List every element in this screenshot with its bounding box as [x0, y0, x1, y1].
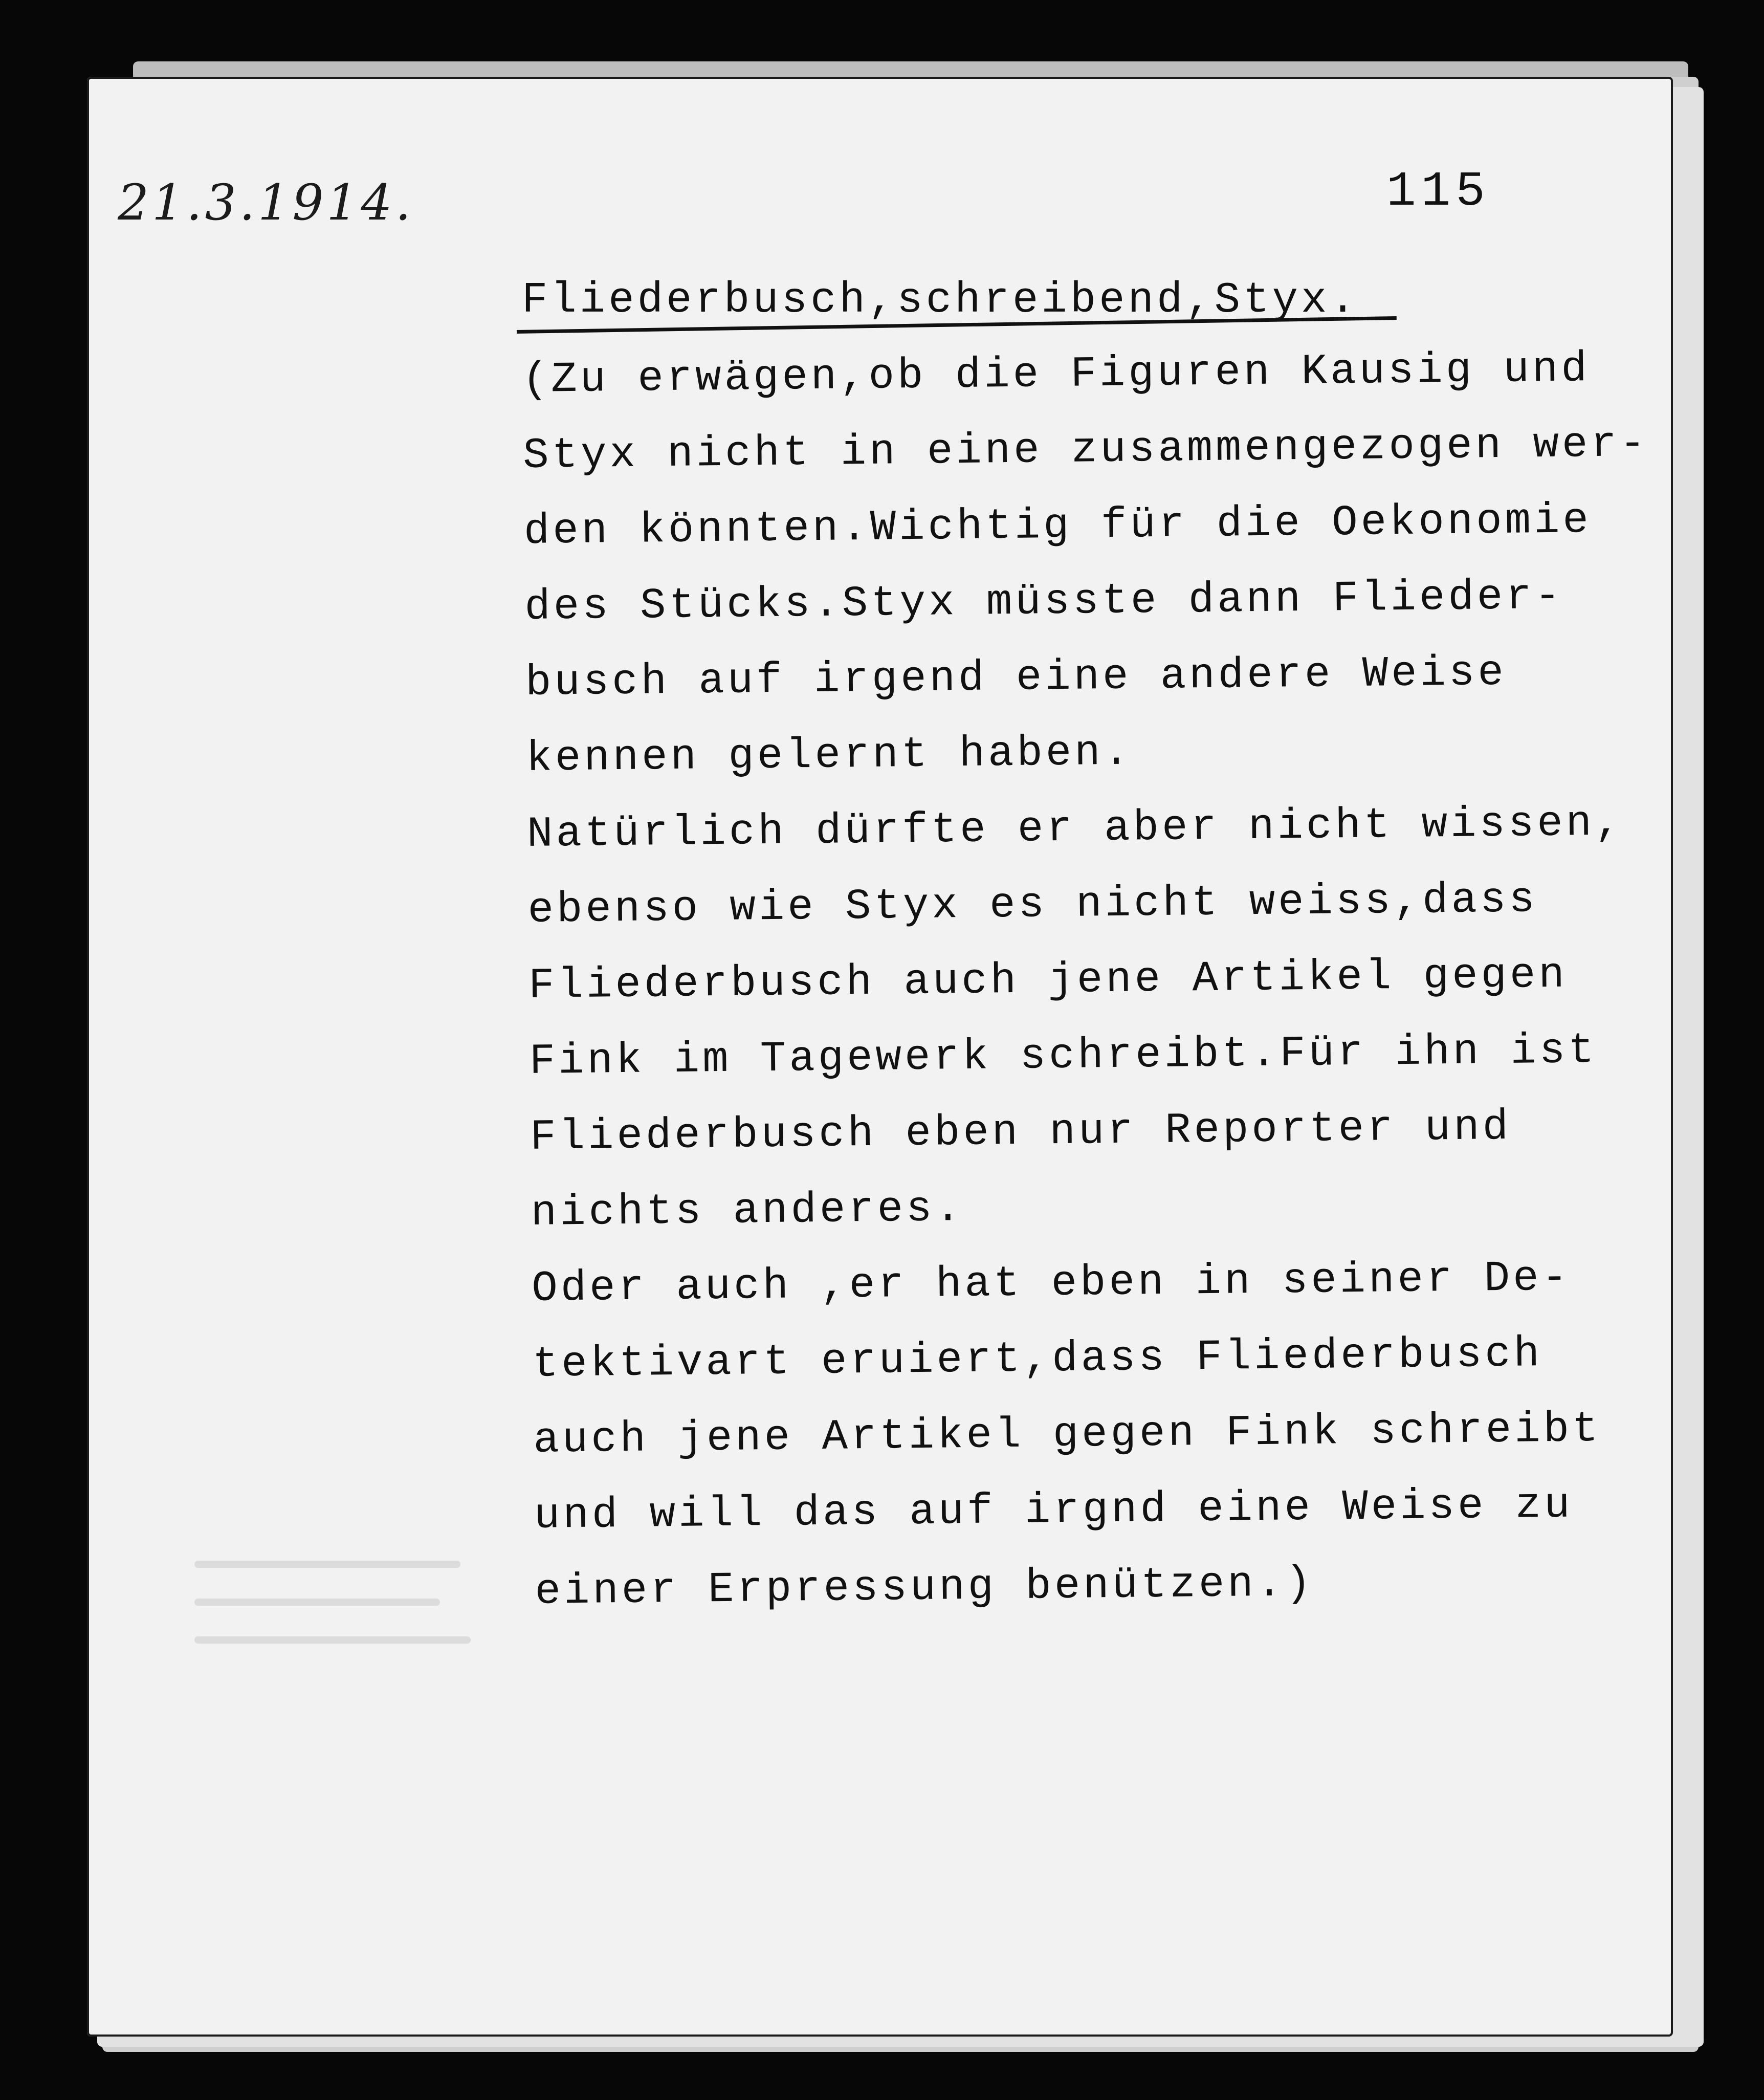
handwritten-date: 21.3.1914. [118, 174, 414, 231]
text-line: Styx nicht in eine zusammengezogen wer- [522, 420, 1649, 480]
text-line: Fink im Tagewerk schreibt.Für ihn ist [529, 1026, 1598, 1086]
text-line: (Zu erwägen,ob die Figuren Kausig und [522, 345, 1591, 405]
text-line: nichts anderes. [531, 1185, 964, 1238]
page-number: 115 [1386, 164, 1490, 220]
text-line: kennen gelernt haben. [526, 728, 1133, 783]
document-page [87, 77, 1673, 2037]
text-line: busch auf irgend eine andere Weise [525, 648, 1507, 708]
text-line: Fliederbusch auch jene Artikel gegen [528, 951, 1568, 1011]
text-line: den könnten.Wichtig für die Oekonomie [523, 496, 1592, 556]
page-heading: Fliederbusch,schreibend,Styx. [522, 276, 1359, 325]
text-line: einer Erpressung benützen.) [535, 1559, 1315, 1616]
text-line: des Stücks.Styx müsste dann Flieder- [524, 572, 1564, 632]
text-line: Natürlich dürfte er aber nicht wissen, [526, 799, 1624, 859]
bleed-through-marks [194, 1561, 481, 1714]
typed-body [522, 331, 1649, 1630]
text-line: Oder auch ,er hat eben in seiner De- [531, 1254, 1571, 1314]
text-line: und will das auf irgnd eine Weise zu [534, 1481, 1574, 1541]
text-line: tektivart eruiert,dass Fliederbusch [532, 1330, 1543, 1389]
text-line: auch jene Artikel gegen Fink schreibt [533, 1405, 1601, 1465]
text-line: Fliederbusch eben nur Reporter und [530, 1103, 1512, 1162]
text-line: ebenso wie Styx es nicht weiss,dass [527, 876, 1538, 935]
